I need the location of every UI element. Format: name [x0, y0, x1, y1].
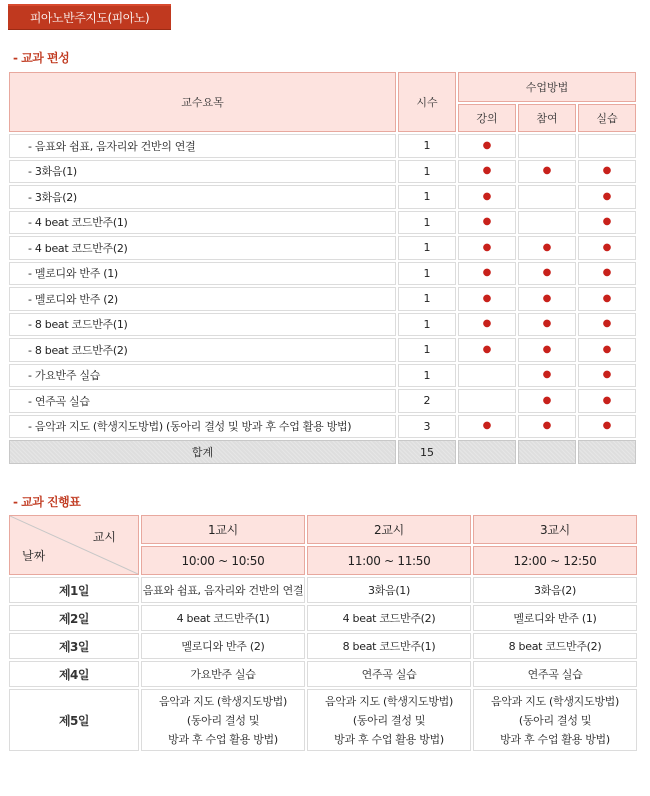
hours-cell: 1	[398, 338, 456, 362]
hours-cell: 3	[398, 415, 456, 439]
curriculum-row	[9, 185, 636, 209]
page-title: 피아노반주지도(피아노)	[29, 11, 150, 25]
class-text: (동아리 결성 및	[518, 713, 592, 727]
subject-cell: - 음악과 지도 (학생지도방법) (동아리 결성 및 방과 후 수업 활용 방법)	[9, 415, 396, 439]
period-2-time: 11:00 ~ 11:50	[307, 546, 471, 575]
bullet-icon: ●	[602, 190, 612, 202]
lecture-mark-cell	[458, 364, 516, 388]
day-label: 제5일	[9, 689, 139, 751]
section-heading-schedule: - 교과 진행표	[13, 495, 81, 509]
bullet-icon: ●	[482, 216, 492, 228]
class-text: 8 beat 코드반주(2)	[508, 640, 602, 653]
participation-mark-cell	[518, 338, 576, 362]
subject-cell: - 연주곡 실습	[9, 389, 396, 413]
bullet-icon: ●	[602, 241, 612, 253]
participation-mark-cell	[518, 287, 576, 311]
bullet-icon: ●	[602, 216, 612, 228]
total-label: 합계	[9, 440, 396, 464]
day-label: 제3일	[9, 633, 139, 659]
class-cell	[473, 689, 637, 751]
bullet-icon: ●	[542, 420, 552, 432]
header-participation: 참여	[518, 104, 576, 132]
bullet-icon: ●	[602, 267, 612, 279]
bullet-icon: ●	[482, 241, 492, 253]
class-text: 4 beat 코드반주(1)	[176, 612, 270, 625]
lecture-mark-cell	[458, 236, 516, 260]
curriculum-row	[9, 364, 636, 388]
header-practice: 실습	[578, 104, 636, 132]
participation-mark-cell	[518, 134, 576, 158]
practice-mark-cell	[578, 236, 636, 260]
class-text: 멜로디와 반주 (2)	[181, 640, 265, 653]
subject-cell: - 4 beat 코드반주(1)	[9, 211, 396, 235]
lecture-mark-cell	[458, 415, 516, 439]
bullet-icon: ●	[542, 394, 552, 406]
curriculum-row	[9, 211, 636, 235]
bullet-icon: ●	[602, 420, 612, 432]
period-3-name: 3교시	[473, 515, 637, 544]
header-hours: 시수	[398, 72, 456, 132]
participation-mark-cell	[518, 160, 576, 184]
hours-cell: 1	[398, 134, 456, 158]
class-cell	[141, 633, 305, 659]
hours-cell: 1	[398, 313, 456, 337]
class-cell	[141, 689, 305, 751]
class-text: 방과 후 수업 활용 방법)	[500, 732, 610, 746]
class-cell	[473, 661, 637, 687]
hours-cell: 1	[398, 185, 456, 209]
diagonal-line	[10, 516, 138, 574]
schedule-row	[9, 661, 637, 687]
day-label: 제4일	[9, 661, 139, 687]
practice-mark-cell	[578, 134, 636, 158]
bullet-icon: ●	[542, 165, 552, 177]
class-text: 가요반주 실습	[190, 668, 256, 681]
participation-mark-cell	[518, 415, 576, 439]
bullet-icon: ●	[482, 139, 492, 151]
class-text: 음악과 지도 (학생지도방법)	[325, 694, 453, 708]
hours-cell: 1	[398, 211, 456, 235]
subject-cell: - 멜로디와 반주 (2)	[9, 287, 396, 311]
class-text: 멜로디와 반주 (1)	[513, 612, 597, 625]
hours-cell: 1	[398, 364, 456, 388]
subject-cell: - 8 beat 코드반주(2)	[9, 338, 396, 362]
subject-cell: - 3화음(1)	[9, 160, 396, 184]
lecture-mark-cell	[458, 338, 516, 362]
subject-cell: - 가요반주 실습	[9, 364, 396, 388]
class-cell	[307, 689, 471, 751]
participation-mark-cell	[518, 185, 576, 209]
bullet-icon: ●	[542, 343, 552, 355]
header-method: 수업방법	[458, 72, 636, 102]
participation-mark-cell	[518, 313, 576, 337]
curriculum-row	[9, 287, 636, 311]
bullet-icon: ●	[602, 292, 612, 304]
practice-mark-cell	[578, 287, 636, 311]
bullet-icon: ●	[482, 292, 492, 304]
subject-cell: - 8 beat 코드반주(1)	[9, 313, 396, 337]
hours-cell: 2	[398, 389, 456, 413]
subject-cell: - 4 beat 코드반주(2)	[9, 236, 396, 260]
practice-mark-cell	[578, 389, 636, 413]
lecture-mark-cell	[458, 389, 516, 413]
class-text: 연주곡 실습	[361, 668, 417, 681]
bullet-icon: ●	[602, 318, 612, 330]
practice-mark-cell	[578, 313, 636, 337]
class-cell	[307, 605, 471, 631]
day-label: 제1일	[9, 577, 139, 603]
hours-cell: 1	[398, 262, 456, 286]
page-title-tab	[8, 4, 171, 30]
class-cell	[473, 577, 637, 603]
class-text: 음악과 지도 (학생지도방법)	[491, 694, 619, 708]
practice-mark-cell	[578, 185, 636, 209]
class-text: 8 beat 코드반주(1)	[342, 640, 436, 653]
class-text: 연주곡 실습	[527, 668, 583, 681]
total-empty-cell	[578, 440, 636, 464]
class-text: 방과 후 수업 활용 방법)	[334, 732, 444, 746]
class-cell	[307, 577, 471, 603]
period-2-name: 2교시	[307, 515, 471, 544]
curriculum-row	[9, 160, 636, 184]
bullet-icon: ●	[482, 343, 492, 355]
practice-mark-cell	[578, 262, 636, 286]
bullet-icon: ●	[542, 241, 552, 253]
lecture-mark-cell	[458, 134, 516, 158]
class-text: 음악과 지도 (학생지도방법)	[159, 694, 287, 708]
class-text: 방과 후 수업 활용 방법)	[168, 732, 278, 746]
header-subject: 교수요목	[9, 72, 396, 132]
curriculum-row	[9, 415, 636, 439]
lecture-mark-cell	[458, 287, 516, 311]
class-text: 3화음(1)	[367, 584, 411, 597]
period-3-time: 12:00 ~ 12:50	[473, 546, 637, 575]
lecture-mark-cell	[458, 211, 516, 235]
lecture-mark-cell	[458, 262, 516, 286]
curriculum-row	[9, 236, 636, 260]
class-cell	[473, 633, 637, 659]
curriculum-row	[9, 134, 636, 158]
class-text: (동아리 결성 및	[186, 713, 260, 727]
lecture-mark-cell	[458, 313, 516, 337]
bullet-icon: ●	[602, 165, 612, 177]
corner-date-label: 날짜	[22, 549, 46, 563]
class-cell	[141, 605, 305, 631]
total-hours: 15	[398, 440, 456, 464]
class-cell	[307, 661, 471, 687]
curriculum-row	[9, 389, 636, 413]
class-cell	[141, 661, 305, 687]
bullet-icon: ●	[542, 318, 552, 330]
bullet-icon: ●	[542, 267, 552, 279]
class-cell	[141, 577, 305, 603]
schedule-row	[9, 605, 637, 631]
corner-period-label: 교시	[92, 530, 116, 544]
total-empty-cell	[458, 440, 516, 464]
hours-cell: 1	[398, 287, 456, 311]
period-1-name: 1교시	[141, 515, 305, 544]
class-text: (동아리 결성 및	[352, 713, 426, 727]
subject-cell: - 멜로디와 반주 (1)	[9, 262, 396, 286]
bullet-icon: ●	[542, 292, 552, 304]
participation-mark-cell	[518, 389, 576, 413]
class-cell	[307, 633, 471, 659]
hours-cell: 1	[398, 236, 456, 260]
bullet-icon: ●	[482, 318, 492, 330]
class-text: 음표와 쉼표, 음자리와 건반의 연결	[142, 584, 304, 597]
bullet-icon: ●	[482, 165, 492, 177]
participation-mark-cell	[518, 236, 576, 260]
bullet-icon: ●	[482, 420, 492, 432]
participation-mark-cell	[518, 262, 576, 286]
subject-cell: - 음표와 쉼표, 음자리와 건반의 연결	[9, 134, 396, 158]
schedule-row	[9, 689, 637, 751]
curriculum-row	[9, 338, 636, 362]
practice-mark-cell	[578, 364, 636, 388]
class-cell	[473, 605, 637, 631]
bullet-icon: ●	[602, 394, 612, 406]
lecture-mark-cell	[458, 185, 516, 209]
day-label: 제2일	[9, 605, 139, 631]
class-text: 3화음(2)	[533, 584, 577, 597]
bullet-icon: ●	[602, 343, 612, 355]
hours-cell: 1	[398, 160, 456, 184]
practice-mark-cell	[578, 211, 636, 235]
practice-mark-cell	[578, 415, 636, 439]
header-lecture: 강의	[458, 104, 516, 132]
bullet-icon: ●	[602, 369, 612, 381]
participation-mark-cell	[518, 364, 576, 388]
bullet-icon: ●	[482, 190, 492, 202]
bullet-icon: ●	[542, 369, 552, 381]
bullet-icon: ●	[482, 267, 492, 279]
total-empty-cell	[518, 440, 576, 464]
practice-mark-cell	[578, 160, 636, 184]
schedule-row	[9, 577, 637, 603]
class-text: 4 beat 코드반주(2)	[342, 612, 436, 625]
subject-cell: - 3화음(2)	[9, 185, 396, 209]
practice-mark-cell	[578, 338, 636, 362]
participation-mark-cell	[518, 211, 576, 235]
lecture-mark-cell	[458, 160, 516, 184]
section-heading-curriculum: - 교과 편성	[13, 51, 70, 65]
period-1-time: 10:00 ~ 10:50	[141, 546, 305, 575]
curriculum-table	[7, 70, 638, 466]
schedule-row	[9, 633, 637, 659]
schedule-table	[7, 513, 639, 753]
curriculum-row	[9, 313, 636, 337]
corner-header	[9, 515, 139, 575]
curriculum-row	[9, 262, 636, 286]
